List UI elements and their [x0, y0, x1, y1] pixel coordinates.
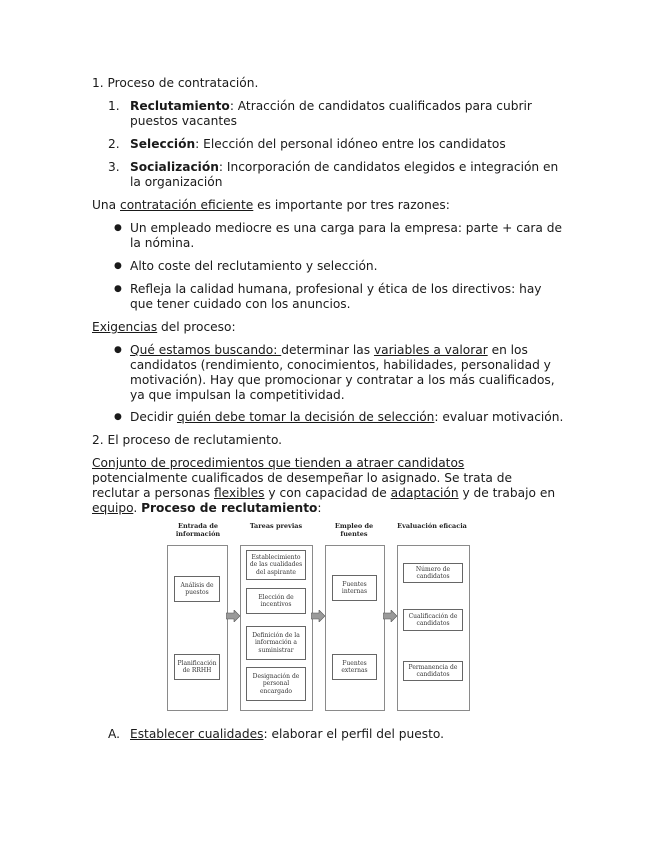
section-2-heading: 2. El proceso de reclutamiento.	[92, 433, 283, 447]
col-2-head: Tareas previas	[249, 522, 303, 530]
p-text-5: :	[317, 501, 322, 515]
col-4-head: Evaluación eficacia	[397, 522, 467, 530]
reason-2: Alto coste del reclutamiento y selección.	[130, 259, 378, 273]
col-3-box-2: Fuentes externas	[332, 654, 377, 680]
col-3-head: Empleo de fuentes	[334, 522, 374, 538]
step-a-text: : elaborar el perfil del puesto.	[263, 727, 444, 741]
step-2-number: 2.	[108, 137, 120, 151]
step-a-number: A.	[108, 727, 120, 741]
req1-underline-1: Qué estamos buscando:	[130, 343, 282, 357]
arrow-right-icon	[383, 610, 397, 622]
step-3-text: : Incorporación de candidatos elegidos e integración en la organización	[130, 160, 559, 189]
step-3	[130, 160, 565, 190]
p-text-3: y de trabajo en	[458, 486, 556, 500]
col-2-box-2: Elección de incentivos	[246, 588, 306, 614]
requirement-2	[130, 410, 565, 425]
step-2	[130, 137, 565, 152]
p-text-1: potencialmente cualificados de desempeñar lo asignado. Se trata de reclutar a personas	[92, 471, 512, 500]
efficient-pre: Una	[92, 198, 120, 212]
bullet-icon: ●	[114, 345, 122, 355]
step-3-number: 3.	[108, 160, 120, 174]
step-1-text: : Atracción de candidatos cualificados para cubrir puestos vacantes	[130, 99, 532, 128]
step-2-text: : Elección del personal idóneo entre los candidatos	[195, 137, 506, 151]
step-1	[130, 99, 565, 129]
col-1-box-2: Planificación de RRHH	[174, 654, 220, 680]
efficient-post: es importante por tres razones:	[253, 198, 450, 212]
req2-text-1: Decidir	[130, 410, 177, 424]
p-underline-2: flexibles	[214, 486, 265, 500]
req1-underline-2: variables a valorar	[373, 343, 488, 357]
col-1-frame	[167, 545, 228, 711]
p-text-4: .	[133, 501, 142, 515]
step-a	[130, 727, 565, 742]
req2-text-2: : evaluar motivación.	[434, 410, 564, 424]
col-2-box-3: Definición de la información a suministrar	[246, 626, 306, 660]
col-2-box-4: Designación de personal encargado	[246, 667, 306, 701]
col-2-box-1: Establecimiento de las cualidades del aspirante	[246, 550, 306, 580]
bullet-icon: ●	[114, 284, 122, 294]
req1-text-1: determinar las	[281, 343, 374, 357]
p-underline-4: equipo	[92, 501, 134, 515]
requirements-rest: del proceso:	[157, 320, 236, 334]
col-3-box-1: Fuentes internas	[332, 575, 377, 601]
col-1-head: Entrada de información	[175, 522, 221, 538]
recruitment-paragraph	[92, 456, 562, 516]
efficient-hiring-intro	[92, 198, 450, 213]
step-a-underline: Establecer cualidades	[130, 727, 264, 741]
section-1-heading: 1. Proceso de contratación.	[92, 76, 259, 90]
requirements-term: Exigencias	[92, 320, 158, 334]
col-1-box-1: Análisis de puestos	[174, 576, 220, 602]
bullet-icon: ●	[114, 261, 122, 271]
p-underline-1: Conjunto de procedimientos que tienden a atraer candidatos	[92, 456, 465, 470]
reason-3: Refleja la calidad humana, profesional y ética de los directivos: hay que tener cuidado con los anuncios.	[130, 282, 542, 311]
col-3-frame	[325, 545, 385, 711]
bullet-icon: ●	[114, 223, 122, 233]
reason-1: Un empleado mediocre es una carga para la empresa: parte + cara de la nómina.	[130, 221, 563, 250]
recruitment-process-diagram	[160, 520, 480, 710]
efficient-hiring-term: contratación eficiente	[120, 198, 254, 212]
col-4-box-2: Cualificación de candidatos	[403, 609, 463, 631]
arrow-right-icon	[311, 610, 325, 622]
col-4-box-1: Número de candidatos	[403, 563, 463, 583]
p-bold: Proceso de reclutamiento	[141, 501, 318, 515]
step-1-term: Reclutamiento	[130, 99, 230, 113]
step-2-term: Selección	[130, 137, 196, 151]
requirements-heading	[92, 320, 236, 335]
p-text-2: y con capacidad de	[264, 486, 391, 500]
step-3-term: Socialización	[130, 160, 219, 174]
requirement-1	[130, 343, 565, 403]
bullet-icon: ●	[114, 412, 122, 422]
col-4-box-3: Permanencia de candidatos	[403, 661, 463, 681]
req1-text-2: en los candidatos (rendimiento, conocimientos, habilidades, personalidad y motivación). Hay que promocionar y contratar a los más cualificados, ya que impulsan la competitividad.	[130, 343, 555, 402]
step-1-number: 1.	[108, 99, 120, 113]
p-underline-3: adaptación	[390, 486, 459, 500]
req2-underline: quién debe tomar la decisión de selección	[176, 410, 435, 424]
arrow-right-icon	[226, 610, 240, 622]
